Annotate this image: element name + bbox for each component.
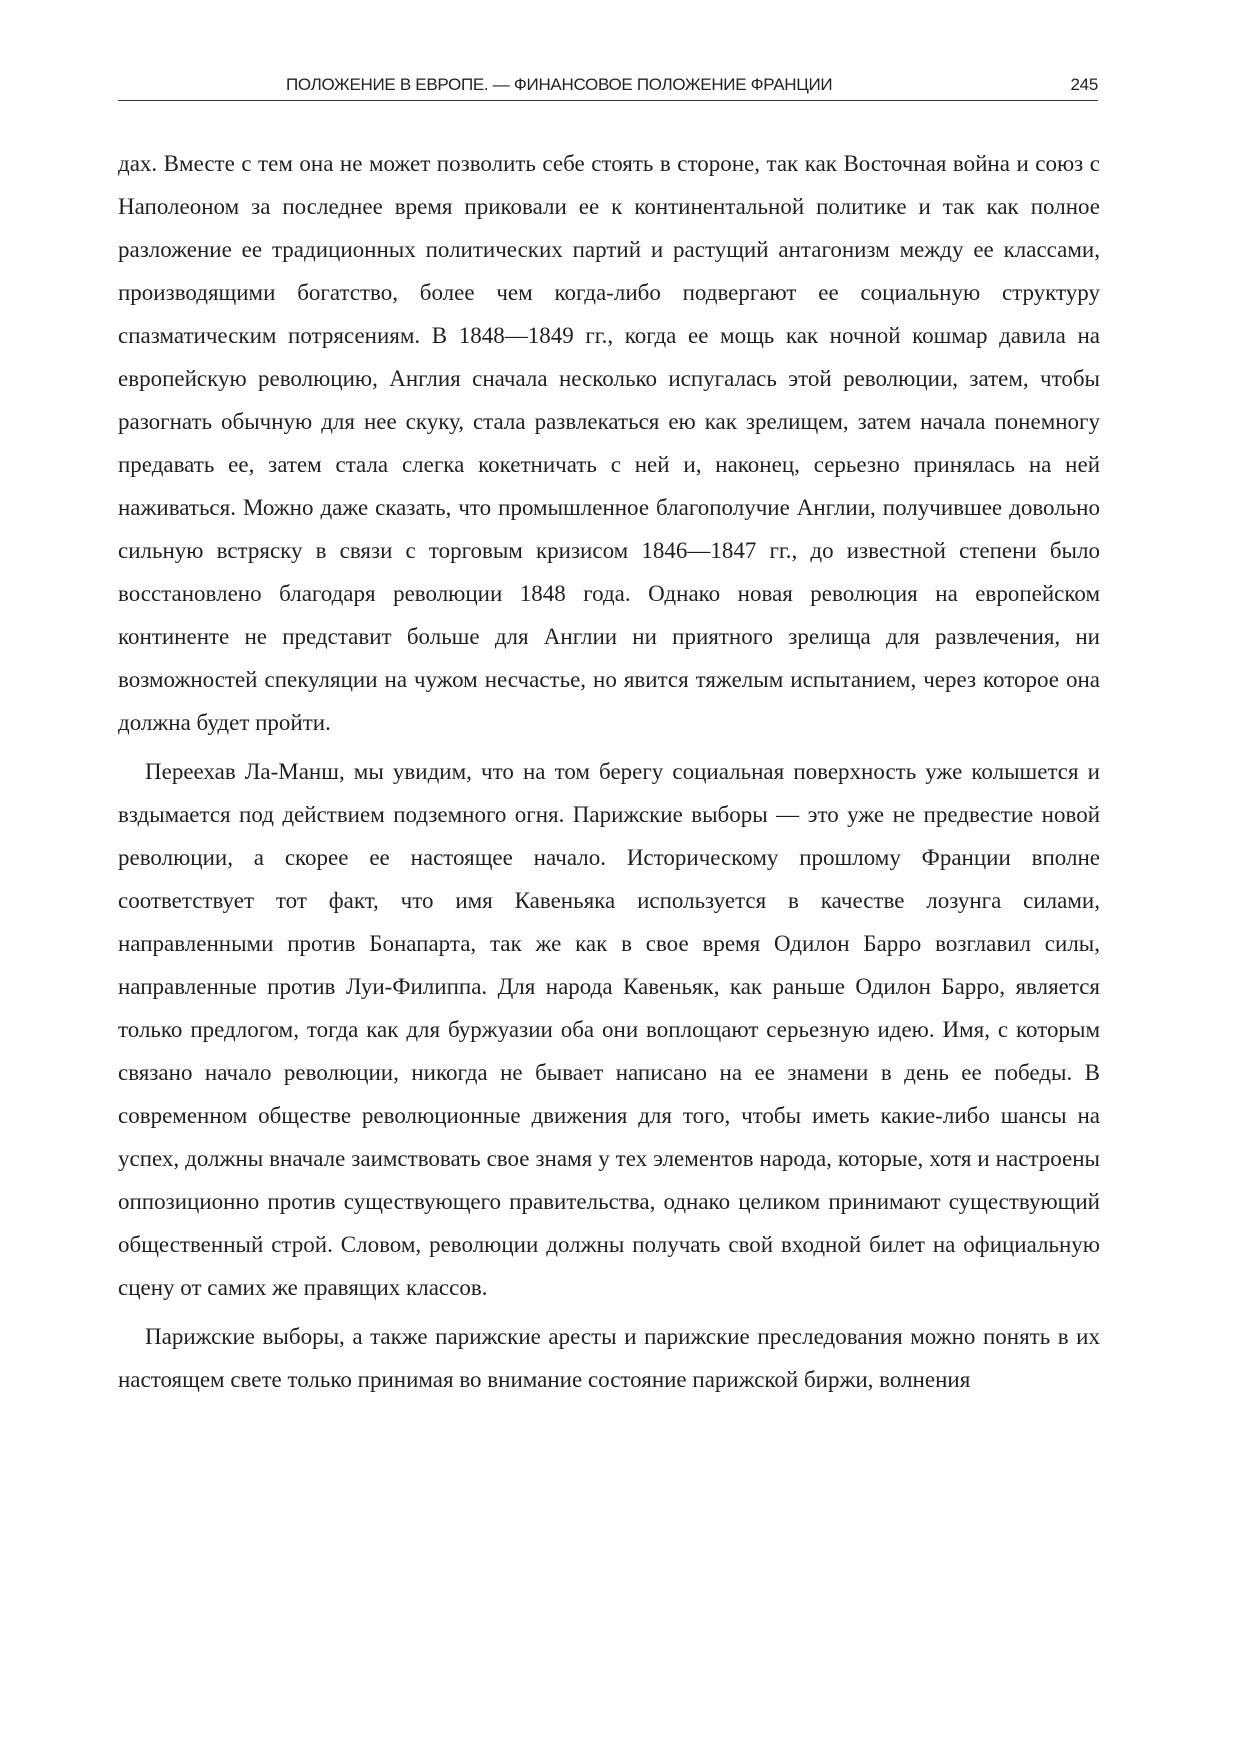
running-header [118, 70, 1098, 101]
paragraph: Переехав Ла-Манш, мы увидим, что на том берегу социальная поверхность уже колышется и вздымается под действием подземного огня. Парижские выборы — это уже не предвестие новой революции, а скорее ее настоящее начало. Историческому прошлому Франции вполне соответствует тот факт, что имя Кавеньяка используется в качестве лозунга силами, направленными против Бонапарта, так же как в свое время Одилон Барро возглавил силы, направленные против Луи-Филиппа. Для народа Кавеньяк, как раньше Одилон Барро, является только предлогом, тогда как для буржуазии оба они воплощают серьезную идею. Имя, с которым связано начало революции, никогда не бывает написано на ее знамени в день ее победы. В современном обществе революционные движения для того, чтобы иметь какие-либо шансы на успех, должны вначале заимствовать свое знамя у тех элементов народа, которые, хотя и настроены оппозиционно против существующего правительства, однако целиком принимают существующий общественный строй. Словом, революции должны получать свой входной билет на официальную сцену от самих же правящих классов. [118, 759, 1100, 1300]
running-title: ПОЛОЖЕНИЕ В ЕВРОПЕ. — ФИНАНСОВОЕ ПОЛОЖЕНИЕ ФРАНЦИИ [286, 75, 833, 94]
paragraph: Парижские выборы, а также парижские аресты и парижские преследования можно понять в их настоящем свете только принимая во внимание состояние парижской биржи, волнения [118, 1324, 1100, 1392]
body-text [118, 142, 1100, 1407]
paragraph-continuation: дах. Вместе с тем она не может позволить себе стоять в стороне, так как Восточная война и союз с Наполеоном за последнее время приковали ее к континентальной политике и так как полное разложение ее традиционных политических партий и растущий антагонизм между ее классами, производящими богатство, более чем когда-либо подвергают ее социальную структуру спазматическим потрясениям. В 1848—1849 гг., когда ее мощь как ночной кошмар давила на европейскую революцию, Англия сначала несколько испугалась этой революции, затем, чтобы разогнать обычную для нее скуку, стала развлекаться ею как зрелищем, затем начала понемногу предавать ее, затем стала слегка кокетничать с ней и, наконец, серьезно принялась на ней наживаться. Можно даже сказать, что промышленное благополучие Англии, получившее довольно сильную встряску в связи с торговым кризисом 1846—1847 гг., до известной степени было восстановлено благодаря революции 1848 года. Однако новая революция на европейском континенте не представит больше для Англии ни приятного зрелища для развлечения, ни возможностей спекуляции на чужом несчастье, но явится тяжелым испытанием, через которое она должна будет пройти. [118, 151, 1100, 735]
page-number: 245 [1070, 75, 1098, 94]
